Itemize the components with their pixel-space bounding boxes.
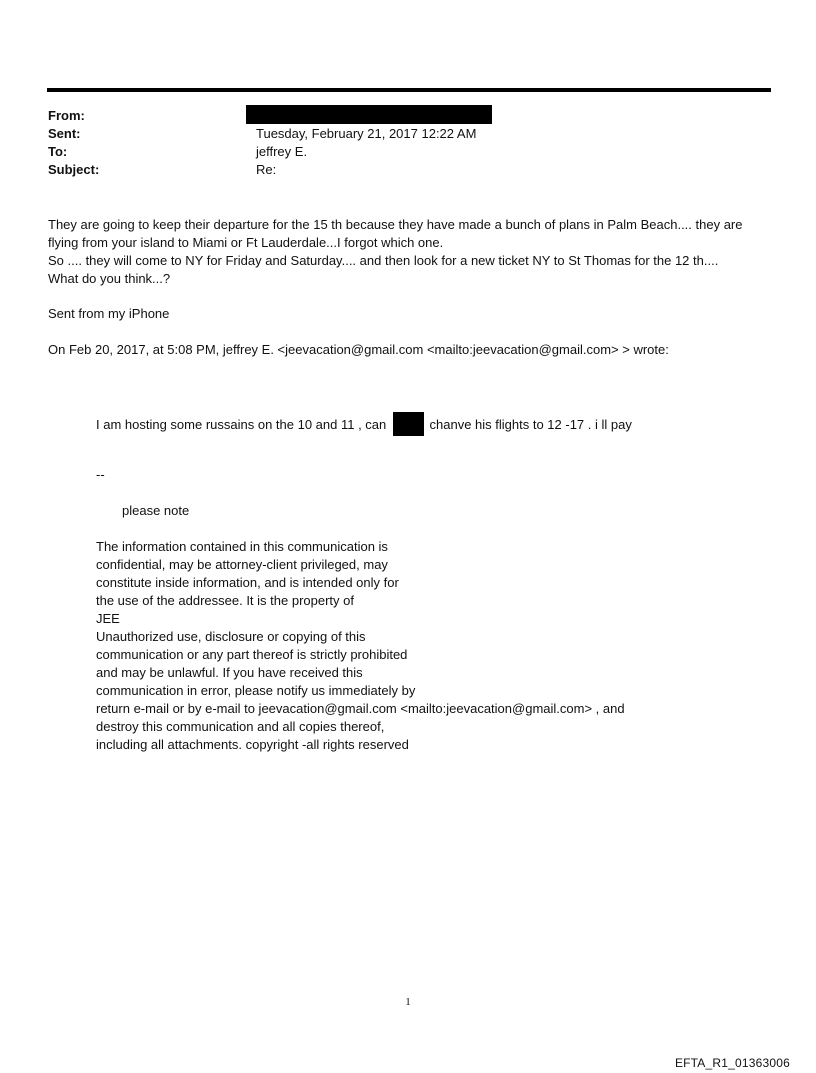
- signature-line: Sent from my iPhone: [48, 306, 170, 321]
- from-redaction: [246, 105, 492, 124]
- sent-label: Sent:: [48, 126, 81, 141]
- from-label: From:: [48, 108, 85, 123]
- disclaimer-line: communication or any part thereof is strictly prohibited: [96, 647, 408, 662]
- disclaimer-line: constitute inside information, and is intended only for: [96, 575, 399, 590]
- body-line-4: What do you think...?: [48, 271, 171, 286]
- disclaimer-line: and may be unlawful. If you have received this: [96, 665, 363, 680]
- please-note: please note: [122, 503, 190, 518]
- document-id: EFTA_R1_01363006: [674, 1056, 790, 1070]
- name-redaction: [393, 412, 424, 436]
- disclaimer: [96, 538, 625, 754]
- header-rule: [47, 88, 771, 92]
- disclaimer-line: communication in error, please notify us immediately by: [96, 683, 416, 698]
- body-line-2: flying from your island to Miami or Ft Lauderdale...I forgot which one.: [48, 235, 444, 250]
- quoted-text-after: chanve his flights to 12 -17 . i ll pay: [429, 417, 632, 432]
- disclaimer-line: Unauthorized use, disclosure or copying of this: [96, 629, 366, 644]
- subject-value: Re:: [256, 162, 277, 177]
- quoted-text-before: I am hosting some russains on the 10 and 11 , can: [96, 417, 387, 432]
- disclaimer-line: the use of the addressee. It is the property of: [96, 593, 354, 608]
- quoted-message-line: [96, 412, 632, 436]
- disclaimer-line: JEE: [96, 611, 120, 626]
- to-value: jeffrey E.: [256, 144, 308, 159]
- to-label: To:: [48, 144, 68, 159]
- body-line-1: They are going to keep their departure for the 15 th because they have made a bunch of plans in Palm Beach.... they are: [48, 217, 743, 232]
- page-number: 1: [405, 996, 411, 1008]
- disclaimer-line: return e-mail or by e-mail to jeevacation@gmail.com <mailto:jeevacation@gmail.com> , and: [96, 701, 625, 716]
- disclaimer-line: destroy this communication and all copies thereof,: [96, 719, 385, 734]
- quote-intro: On Feb 20, 2017, at 5:08 PM, jeffrey E. <jeevacation@gmail.com <mailto:jeevacation@gmail.com> > wrote:: [48, 342, 669, 357]
- disclaimer-line: confidential, may be attorney-client privileged, may: [96, 557, 388, 572]
- body-line-3: So .... they will come to NY for Friday and Saturday.... and then look for a new ticket NY to St Thomas for the 12 th....: [48, 253, 719, 268]
- sent-value: Tuesday, February 21, 2017 12:22 AM: [256, 126, 477, 141]
- subject-label: Subject:: [48, 162, 100, 177]
- disclaimer-line: The information contained in this communication is: [96, 539, 388, 554]
- disclaimer-line: including all attachments. copyright -all rights reserved: [96, 737, 409, 752]
- signature-separator: --: [96, 467, 105, 482]
